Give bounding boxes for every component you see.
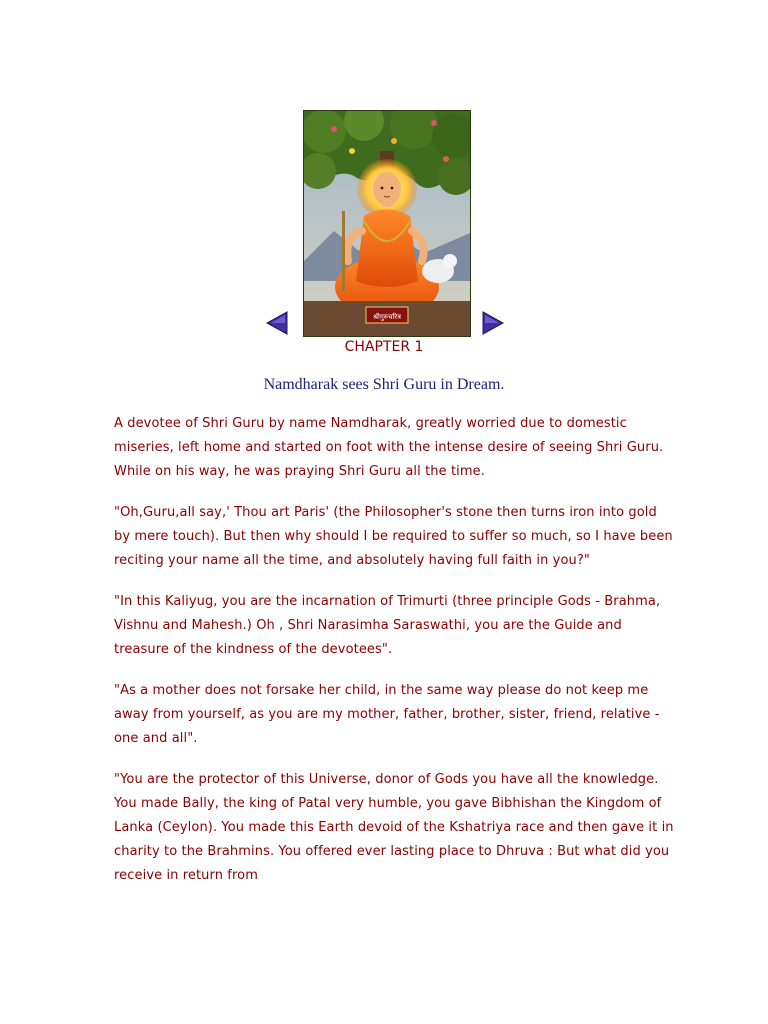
chapter-body [114,412,674,905]
next-chapter-button[interactable] [482,311,504,335]
paragraph: A devotee of Shri Guru by name Namdharak, greatly worried due to domestic miseries, left home and started on foot with the intense desire of seeing Shri Guru. While on his way, he was praying Shri Guru all the time. [114,416,664,479]
previous-chapter-button[interactable] [266,311,288,335]
paragraph: "Oh,Guru,all say,' Thou art Paris' (the Philosopher's stone then turns iron into gold by mere touch). But then why should I be required to suffer so much, so I have been reciting your name all the time, and absolutely having full faith in you?" [114,505,673,568]
illustration-caption: श्रीगुरुचरित्र [373,313,401,321]
paragraph: "In this Kaliyug, you are the incarnation of Trimurti (three principle Gods - Brahma, Vishnu and Mahesh.) Oh , Shri Narasimha Saraswathi, you are the Guide and treasure of the kindness of the devotees". [114,594,661,657]
paragraph: "You are the protector of this Universe, donor of Gods you have all the knowledge. You made Bally, the king of Patal very humble, you gave Bibhishan the Kingdom of Lanka (Ceylon). You made this Earth devoid of the Kshatriya race and then gave it in charity to the Brahmins. You offered ever lasting place to Dhruva : But what did you receive in return from [114,772,674,883]
shri-guru-illustration [303,110,471,337]
chapter-label: CHAPTER 1 [344,339,424,355]
chapter-title: Namdharak sees Shri Guru in Dream. [263,376,505,393]
triangle-left-icon [266,311,288,335]
paragraph: "As a mother does not forsake her child, in the same way please do not keep me away from yourself, as you are my mother, father, brother, sister, friend, relative - one and all". [114,683,660,746]
triangle-right-icon [482,311,504,335]
